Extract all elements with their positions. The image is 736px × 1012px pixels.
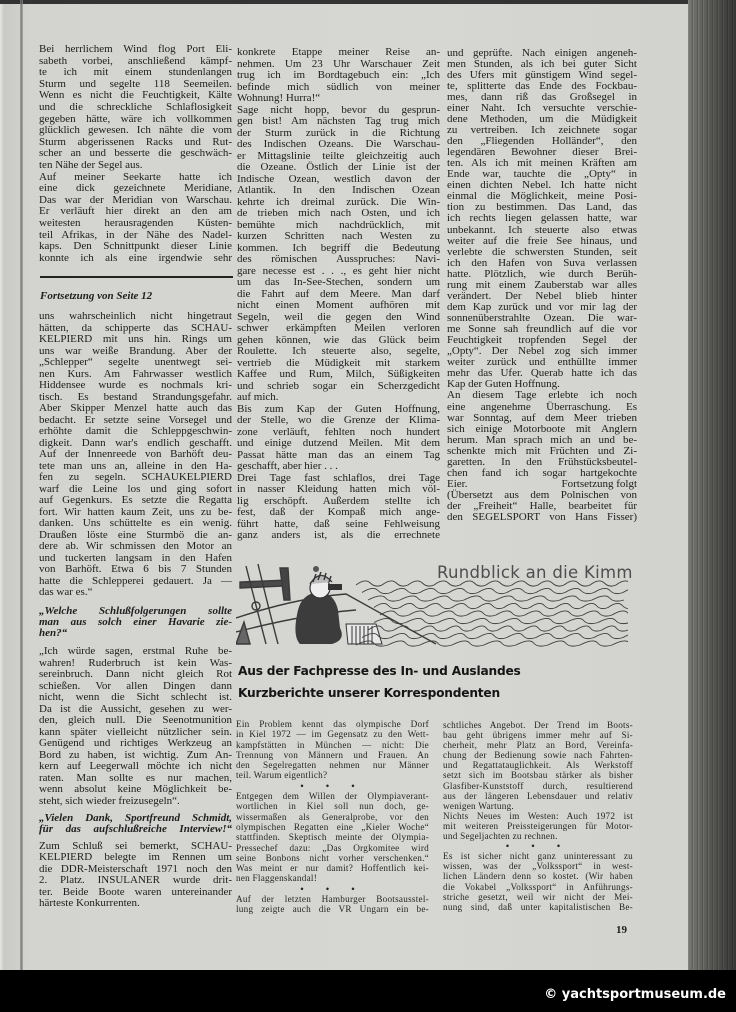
interview-answer: [39, 646, 232, 807]
divider-rule: [40, 276, 233, 278]
text-line: für das aufschlußreiche Interview!“: [39, 823, 232, 835]
text-line: KELPIERD belegte im Rennen um: [39, 851, 232, 864]
text-line: garetten. In den Frühstücksbeutel-: [447, 455, 637, 468]
text-line: teil Afrikas, in der Nähe des Nadel-: [39, 228, 232, 241]
line-text: Eier.: [447, 477, 468, 490]
text-line: gegeben hätte, wäre ich vollkommen: [39, 112, 232, 125]
text-line: unbekannt. Ich steuerte also etwas: [447, 223, 637, 236]
text-line: fort. Wir hatten kaum Zeit, uns zu be-: [39, 505, 232, 518]
text-line: die Vokabel „Volkssport“ in Anführungs-: [443, 881, 633, 892]
text-line: von Barhöft. Etwa 6 bis 7 Stunden: [39, 563, 232, 575]
text-line: und tuckerten langsam in den Hafen: [39, 551, 232, 564]
text-line: eine dick gezeichnete Meridiane,: [39, 182, 232, 195]
text-line: hen?“: [39, 626, 68, 639]
text-line: sereinbruch. Dann nicht gleich Rot: [39, 668, 232, 680]
text-line: Auf der Innenreede von Barhöft deu-: [39, 448, 232, 460]
text-line: auf mich.: [237, 391, 279, 403]
text-line: mit weiteren Preissteigerungen für Motor-: [443, 820, 633, 831]
text-line: ten. Als ich mit meinen Kräften am: [447, 157, 637, 170]
text-line: Was meint er nur damit? Hoffentlich kei-: [236, 863, 429, 874]
waves: [356, 581, 628, 646]
text-line: erhöhte damit die Schleppgeschwin-: [39, 425, 232, 437]
separator-dots: • • •: [300, 883, 365, 894]
text-line: das war es.“: [39, 586, 93, 598]
separator-dots: • • •: [300, 780, 365, 791]
text-line: kann später vielleicht nützlicher sein.: [39, 725, 232, 738]
text-line: konnte ich als eine irgendwie sehr: [39, 251, 232, 264]
text-line: Aber Skipper Menzel hatte auch das: [39, 402, 232, 414]
text-line: gen bist! Am nächsten Tag trug mich: [237, 115, 440, 127]
text-line: 2. Platz. INSULANER wurde drit-: [39, 874, 232, 887]
text-line: fen zu segeln. SCHAUKELPIERD: [39, 471, 232, 483]
interview-thanks: [39, 813, 232, 835]
text-line: uns wahrscheinlich nicht hingetraut: [39, 310, 232, 322]
text-line: Passat hätte man das an einem Tag: [237, 448, 440, 461]
text-line: sich einige Motorboote mit Anglern: [447, 422, 637, 435]
text-line: Segeln, weil die gegen den Wind: [237, 310, 440, 323]
text-line: herum. Man sprach mich an und be-: [447, 433, 637, 446]
text-line: Pressechef dazu: „Das Orgkomitee wird: [236, 842, 429, 853]
text-line: trug ich im Bordtagebuch ein: „Ich: [237, 69, 440, 81]
text-line: ter. Beide Boote waren untereinander: [39, 885, 232, 898]
sailor-figure: [295, 566, 382, 644]
text-line: geschafft, aber hier . . .: [237, 460, 338, 472]
text-line: einen dichten Nebel. Ich hatte nicht: [447, 179, 637, 192]
text-line: eine angenehme Überraschung. Es: [447, 400, 637, 413]
text-line: härteste Konkurrenten.: [39, 897, 140, 910]
text-line: sonnenüberstrahlte Ozean. Die war-: [447, 312, 637, 324]
text-line: um das In-See-Stechen, sondern um: [237, 276, 440, 288]
text-line: lung zeigte auch die VR Ungarn ein be-: [236, 904, 429, 915]
text-line: me Sonne sah freundlich auf die vor: [447, 323, 637, 336]
text-line: stattfinden. Skeptisch meinte der Olympia-: [236, 832, 429, 843]
text-line: „Welche Schlußfolgerungen sollte: [39, 605, 232, 617]
scan-top-edge: [0, 0, 736, 4]
wave-line: [374, 603, 628, 608]
text-line: nicht einen Moment aufhören mit: [237, 299, 440, 311]
right-column: [447, 48, 637, 524]
text-line: weiter auf die freie See hinaus, und: [447, 234, 637, 247]
text-line: de trieben mich nach Osten, und ich: [237, 207, 440, 219]
text-line: men Stunden, als ich bei guter Sicht: [447, 57, 637, 70]
text-line: einmal die Möglichkeit, meine Posi-: [447, 190, 637, 203]
text-line: Wohnung! Hurra!“: [237, 92, 321, 104]
text-line: den Segelregatten nehmen nur Männer: [236, 760, 429, 771]
text-line: lichen Ländern denn so kostet. (Wir haben: [443, 871, 633, 882]
text-line: befinde mich südlich von meiner: [237, 80, 440, 93]
text-line: dem Kap zurück und vor mir lag der: [447, 300, 637, 313]
text-line: scher an und besserte die geschwäch-: [39, 147, 232, 160]
text-line: steht, sich wieder freizusegeln“.: [39, 794, 180, 807]
interview-question: [39, 606, 232, 638]
text-line: ich rechts liegen gelassen hatte, war: [447, 212, 637, 225]
text-line: und Segeljachten zu rechnen.: [443, 831, 558, 842]
text-line: Nichts Neues im Westen: Auch 1972 ist: [443, 810, 633, 821]
text-line: warf die Leine los und ging sofort: [39, 482, 232, 495]
text-line: wenn absolut keine Möglichkeit be-: [39, 783, 232, 795]
text-line: Glasfiber-Kunststoff durch, resultierend: [443, 780, 633, 791]
text-line: zone verläuft, fehlten noch hundert: [237, 425, 440, 438]
text-line: wissermaßen als Generalprobe, vor den: [236, 811, 429, 822]
text-line: schenkte mich mit Früchten und Zi-: [447, 444, 637, 457]
text-line: und einige dutzend Meilen. Mit dem: [237, 437, 440, 449]
continuation-note: Fortsetzung folgt: [561, 477, 637, 490]
continuation-label: Fortsetzung von Seite 12: [40, 290, 153, 302]
text-line: und schrieb sogar ein Scherzgedicht: [237, 379, 440, 392]
text-line: einer Naht. Ich versuchte verschie-: [447, 101, 637, 114]
text-line: man aus solch einer Havarie zie-: [39, 615, 232, 628]
text-line: ganz anders ist, als die errechnete: [237, 529, 440, 541]
text-line: (Übersetzt aus dem Polnischen von: [447, 489, 637, 501]
text-line: Feuchtigkeit tropfenden Segel der: [447, 334, 637, 347]
text-line: hätten, da schipperte das SCHAU-: [39, 321, 232, 334]
text-line: Kap der Guten Hoffnung.: [447, 378, 560, 391]
text-line: des Ufers mit günstigem Wind segel-: [447, 68, 637, 81]
text-line: des Indischen Ozeans. Die Warschau-: [237, 138, 440, 150]
text-line: Trennung von Männern und Frauen. An: [236, 749, 429, 760]
text-line: ten Nähe der Segel aus.: [39, 158, 143, 171]
text-line: den SEGELSPORT von Hans Fisser): [447, 511, 637, 524]
text-line: „Vielen Dank, Sportfreund Schmidt,: [39, 812, 232, 824]
text-line: Indische Ozean, westlich davon der: [237, 172, 440, 185]
text-line: war Sonntag, auf dem Meer trieben: [447, 411, 637, 424]
left-column-block-a: [39, 44, 232, 264]
text-line: den „Fliegenden Holländer“, den: [447, 135, 637, 147]
text-line: lig erschöpft. Außerdem stellte ich: [237, 494, 440, 507]
watermark: © yachtsportmuseum.de: [544, 987, 726, 1002]
text-line: Roulette. Ich steuerte also, segelte,: [237, 345, 440, 357]
text-line: tete man uns an, alleine in den Ha-: [39, 459, 232, 472]
text-line: schießen. Vor allen Dingen dann: [39, 679, 232, 692]
text-line: in nasser Kleidung hatten mich völ-: [237, 483, 440, 495]
text-line: Ein Problem kennt das olympische Dorf: [236, 719, 429, 729]
text-line: Sage nicht hopp, bevor du gesprun-: [237, 103, 440, 116]
middle-column: [237, 47, 440, 542]
page-number: 19: [616, 924, 627, 936]
wave-line: [362, 588, 628, 593]
text-line: Genügend und richtiges Werkzeug an: [39, 737, 232, 749]
text-line: nehmen. Um 23 Uhr Warschauer Zeit: [237, 57, 440, 70]
text-line: chung der Bedienung sowie nach Fahrten-: [443, 750, 633, 761]
text-line: Bord zu haben, ist wichtig. Zum An-: [39, 748, 232, 761]
text-line: Ende war, tauchte die „Opty“ in: [447, 168, 637, 181]
text-line: Bei herrlichem Wind flog Port Eli-: [39, 43, 232, 55]
text-line: Sturm abgerissenen Racks und Rut-: [39, 135, 232, 148]
text-line: te ich mit einem stundenlangen: [39, 66, 232, 79]
text-line: tisch. Es bestand Strandungsgefahr.: [39, 390, 232, 403]
page-gutter-shadow: [20, 0, 23, 972]
separator-dots: • • •: [505, 841, 571, 852]
text-line: dene Methoden, um die Müdigkeit: [447, 112, 637, 125]
text-line: nen Flaggenskandal!: [236, 873, 318, 884]
text-line: teil. Warum eigentlich?: [236, 770, 328, 781]
text-line: aus der längeren Lebensdauer und relativ: [443, 790, 633, 801]
book-spine: [688, 0, 736, 975]
text-line: des römischen Ausspruches: Navi-: [237, 253, 440, 265]
text-line: ich den Hafen von Suva verlassen: [447, 256, 637, 269]
text-line: Auf meiner Seekarte hatte ich: [39, 170, 232, 183]
text-line: wissen, was der „Volkssport“ in west-: [443, 861, 633, 872]
text-line: „Ich würde sagen, erstmal Ruhe be-: [39, 645, 232, 657]
section-subheading: Kurzberichte unserer Korrespondenten: [238, 686, 500, 700]
text-line: verlebte die schwersten Stunden, seit: [447, 245, 637, 258]
text-line: An diesem Tage erlebte ich noch: [447, 389, 637, 402]
text-line: zu vertreiben. Ich zeichnete sogar: [447, 123, 637, 136]
text-line: kehrte ich dreimal zurück. Die Win-: [237, 195, 440, 208]
text-line: fest, daß der Kompaß mich ange-: [237, 506, 440, 518]
text-line: wenigen Wartung.: [443, 800, 514, 811]
text-line: bedacht. Er setzte seine Vorsegel und: [39, 413, 232, 426]
text-line: hatte die Schlepperei gedauert. Ja —: [39, 574, 232, 587]
news-right-column: [443, 720, 633, 912]
text-line: Wenn es nicht die Feuchtigkeit, Kälte: [39, 89, 232, 102]
text-line: legendären Bewohner dieser Brei-: [447, 146, 637, 159]
text-line: danken. Uns schüttelte es ein wenig.: [39, 517, 232, 529]
text-line: raten. Man sollte es nur machen,: [39, 771, 232, 784]
wave-line: [374, 618, 628, 623]
wave-line: [368, 596, 624, 601]
text-line: verändert. Der Nebel blieb hinter: [447, 289, 637, 302]
text-line: bau geht übrigens immer mehr auf Si-: [443, 730, 633, 741]
text-line: „Opty“. Der Nebel zog sich immer: [447, 345, 637, 358]
text-line: die Ozeane. Östlich der Linie ist der: [237, 161, 440, 173]
text-line: rung mit einem Zauberstab war alles: [447, 278, 637, 291]
text-line: dere ab. Wir schmissen den Motor an: [39, 540, 232, 552]
wave-line: [380, 611, 628, 616]
text-line: schwer erkämpften Meilen verloren: [237, 322, 440, 334]
wave-line: [362, 633, 628, 638]
text-line: Bis zum Kap der Guten Hoffnung,: [237, 402, 440, 415]
text-line: er Mittagslinie teilte gleichzeitig auch: [237, 149, 440, 162]
text-line: kampfstätten in München — nicht: Die: [236, 739, 429, 750]
text-line: der Stelle, wo die Grenze der Klima-: [237, 414, 440, 426]
closing-paragraph: [39, 841, 232, 909]
text-line: die Fahrt auf dem Meere. Man darf: [237, 287, 440, 300]
text-line: bemühte mich nachdrücklich, mit: [237, 218, 440, 231]
text-line: mes, dann riß das Großsegel in: [447, 90, 637, 103]
illustration-title: Rundblick an die Kimm: [437, 563, 633, 582]
text-line: den, gleich null. Die Seenotmunition: [39, 714, 232, 726]
text-line: die DDR-Meisterschaft 1971 noch den: [39, 862, 232, 875]
text-line: striche gesetzt, weil wir nicht der Mei-: [443, 891, 633, 902]
text-line: cherheit, mehr Platz an Bord, Vereinfa-: [443, 740, 633, 751]
text-line: Entgegen dem Willen der Olympiaverant-: [236, 791, 429, 802]
text-line: setzt sich im Bootsbau stärker als bisher: [443, 770, 633, 781]
text-line: chen fand ich sogar hartgekochte: [447, 466, 637, 479]
text-line: tion zu bestimmen. Das Land, das: [447, 201, 637, 214]
text-line: und geprüfte. Nach einigen angeneh-: [447, 46, 637, 59]
text-line: gare necesse est . . ., es geht hier nicht: [237, 264, 440, 277]
text-line: Kaffee und Rum, Milch, Süßigkeiten: [237, 368, 440, 380]
text-line: weitesten herausragenden Küsten-: [39, 216, 232, 229]
text-line: Hiddensee wurde es nochmals kri-: [39, 379, 232, 391]
text-line: uns war weiße Brandung. Aber der: [39, 344, 232, 357]
text-line: KELPIERD mit uns hin. Rings um: [39, 333, 232, 345]
text-line: und die schreckliche Schlaflosigkeit: [39, 100, 232, 113]
text-line: nung sind, daß unter kapitalistischen Be-: [443, 901, 633, 912]
text-line: Sturm und segelte 118 Seemeilen.: [39, 77, 232, 90]
text-line: Er verläuft hier direkt an den am: [39, 205, 232, 218]
text-line: auf Gegenkurs. Es setzte die Regatta: [39, 494, 232, 506]
text-line: te, splitterte das Ende des Fockbau-: [447, 79, 637, 92]
text-line: sabeth vorbei, anschließend kämpf-: [39, 54, 232, 67]
text-line: digkeit. Dann war's endlich geschafft.: [39, 436, 232, 449]
text-line: Es ist sicher nicht ganz uninteressant zu: [443, 851, 633, 862]
news-left-column: [236, 719, 429, 915]
text-line: kern auf Leegerwall möchte ich nicht: [39, 760, 232, 772]
text-line: führt hatte, daß seine Fehlweisung: [237, 517, 440, 530]
text-line: mehr das Ufer. Querab hatte ich das: [447, 367, 637, 380]
text-line: kurzen Schritten nach Westen zu: [237, 230, 440, 242]
text-line: in Kiel 1972 — im Gegensatz zu den Wett-: [236, 729, 429, 740]
text-line: konkrete Etappe meiner Reise an-: [237, 46, 440, 58]
wave-line: [356, 641, 628, 646]
text-line: Das war der Meridian von Warschau.: [39, 193, 232, 206]
text-line: der Sturm zurück in die Richtung: [237, 126, 440, 139]
text-line: vertrieb die Müdigkeit mit starkem: [237, 356, 440, 369]
text-line: nicht, wenn die Sicht schlecht ist.: [39, 691, 232, 703]
text-line: olympischen Regatten eine „Kieler Woche“: [236, 821, 429, 832]
text-line: weiter zurück und enthüllte immer: [447, 356, 637, 369]
text-line: Drei Tage fast schlaflos, drei Tage: [237, 471, 440, 484]
text-line: seine Bonbons nicht vorher verschenken.“: [236, 852, 429, 863]
text-line: glücklich gewesen. Ich nähte die vom: [39, 124, 232, 137]
text-line: kommen. Ich begriff die Bedeutung: [237, 241, 440, 254]
text-line: hatte. Plötzlich, wie durch Berüh-: [447, 267, 637, 280]
text-line: der „Freiheit“ Halle, bearbeitet für: [447, 500, 637, 513]
text-line: Atlantik. In den Indischen Ozean: [237, 184, 440, 196]
text-line: Zum Schluß sei bemerkt, SCHAU-: [39, 840, 232, 852]
text-line: wortlichen in Kiel soll nun doch, ge-: [236, 801, 429, 812]
text-line: kaps. Den Schnittpunkt dieser Linie: [39, 240, 232, 253]
text-line: und Regattatauglichkeit. Als Werkstoff: [443, 760, 633, 771]
left-column-block-b: [39, 311, 232, 599]
text-line: Auf der letzten Hamburger Bootsausstel-: [236, 894, 429, 905]
text-line: Da ist die Aussicht, gesehen zu wer-: [39, 702, 232, 715]
section-heading: Aus der Fachpresse des In- und Auslandes: [238, 664, 521, 678]
text-line: Draußen löste eine Sturmbö die an-: [39, 528, 232, 541]
text-line: gehen können, wie das Glück beim: [237, 333, 440, 346]
text-line: schtliches Angebot. Der Trend im Boots-: [443, 720, 633, 730]
text-line: nen Kurs. Am Fahrwasser westlich: [39, 367, 232, 380]
text-line: „Schlepper“ segelte unentwegt sei-: [39, 356, 232, 368]
text-line: wahren! Ruderbruch ist kein Was-: [39, 656, 232, 669]
